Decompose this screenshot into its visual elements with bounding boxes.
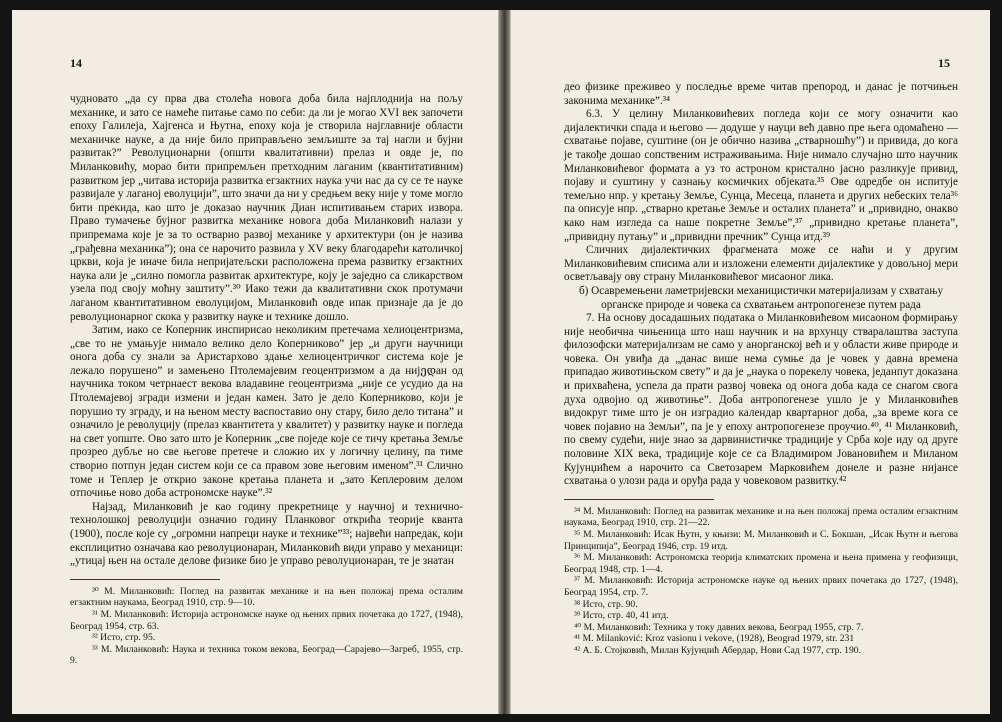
footnote: ⁴¹ M. Milanković: Kroz vasionu i vekove, (1928), Beograd 1979, str. 231: [574, 633, 855, 645]
footnote: ³⁹ Исто, стр. 40, 41 итд.: [574, 610, 669, 622]
paragraph: Затим, иако се Коперник инспирисао неколиким претечама хелиоцентризма, „све то не умањује нимало велико дело Коперниково” јер „и други научници онога доба су знали за Аристархово здање хелиоцентричког система које је лежало порушено” и замењено Птолемајевим геоцентризмом а да нијედан од научника током четрнаест векова владавине геоцентризма „није се усудио да на Птолемајевој згради измени и један камен. Зато је дело Коперниково, који је порушио ту зграду, и на њеном месту васпоставио ону стару, било дело титана” и означило је револуцију (прелаз квантитета у квалитет) у развитку науке и погледа на свет уопште. Ово зато што је Коперник „све поједе које се тичу кретања Земље прозрео дубље но све његове претече и сложио их у логичну целину, па тиме створио потпун један систем који се са правом зове његовим именом”.³¹ Слично томе и Теплер је открио законе кретања планета и „зато Кеплеровим делом отпочиње ново доба астрономске науке”.³²: [70, 324, 463, 500]
footnote: ⁴⁰ М. Миланковић: Техника у току давних векова, Београд 1955, стр. 7.: [574, 621, 864, 633]
right-page: [510, 10, 990, 714]
paragraph: 7. На основу досадашњих података о Миланковићевом мисаоном формирању није необична чињеница што наш научник и на врхунцу стваралаштва заступа филозофски материјализам не само у анорганској већ и у области живе природе и човека. Он увиђа да „данас више нема сумње да је човек у давна времена припадао животињском свету” и да је „наука о порекелу човека, једанпут доказана и прихваћена, успела да прати развој човека од онога доба када се снагом свога духа одвојио од животиње”. Доба антропогенезе ушло је у Миланковићев видокруг тиме што је он изградио календар квартарног доба, „за време кога се човек појавио на Земљи”, па је у епоху антропогенезе проучио.⁴⁰, ⁴¹ Миланковић, по свему судећи, није знао за дарвинистичке традиције у Срба које иду од друге половине XIX века, традиције које се са Владимиром Јовановићем и Миланом Кујунџићем а нарочито са Светозарем Марковићем донеле и разне нијансе схватања о улози рада и оруђа рада у човековом развитку.⁴²: [564, 312, 958, 488]
page-number: 15: [938, 56, 950, 70]
footnote: ³⁸ Исто, стр. 90.: [574, 598, 638, 610]
footnote: ³² Исто, стр. 95.: [92, 632, 156, 644]
book-gutter: [499, 10, 510, 714]
footnote: ³⁷ М. Миланковић: Историја астрономске науке од њених првих почетака до 1727, (1948), Београд 1954, стр. 7.: [564, 575, 958, 598]
left-page: [12, 10, 499, 714]
footnote: ³⁵ М. Миланковић: Исак Њутн, у књизи: М. Миланковић и С. Бокшан, „Исак Њутн и његова Принципија”, Београд 1946, стр. 19 итд.: [564, 529, 958, 552]
section-heading: б) Осавремењени ламетријевски механицистички материјализам у схватању органске природе и човека са схватањем антропогенезе путем рада: [578, 284, 944, 311]
left-page-body: [70, 93, 463, 667]
footnote: ³⁶ М. Миланковић: Астрономска теорија климатских промена и њена примена у геофизици, Београд 1948, стр. 1—4.: [564, 552, 958, 575]
paragraph: 6.3. У целину Миланковићевих погледа који се могу означити као дијалектички спада и његово — додуше у науци већ давно пре њега одомаћено — схватање појаве, суштине (он је обично назива „стварношћу”) и привида, до кога је такође дошао сопственим истраживањима. Није нимало случајно што научник Миланковићевог формата а уз то астроном кристално јасно разликује привид, појаву и суштину у сазнању космичких објеката.³⁵ Ове одредбе он испитује темељно нпр. у кретању Земље, Сунца, Месеца, планета и других небеских тела³⁶ па описује нпр. „стварно кретање Земље и осталих планета” и „привидно, онакво како нам изгледа са наше покретне Земље”,³⁷ „привидно кретање планета”, „привидну путању” и „привидни пречник” Сунца итд.³⁹: [564, 108, 958, 243]
footnote-divider: [564, 499, 714, 500]
footnote: ³⁴ М. Миланковић: Поглед на развитак механике и на њен положај према осталим егзактним наукама, Београд 1910, стр. 21—22.: [564, 505, 958, 529]
footnote: ³⁰ М. Миланковић: Поглед на развитак механике и на њен положај према осталим егзактним наукама, Београд 1910, стр. 9—10.: [70, 585, 463, 609]
footnotes: [70, 586, 463, 667]
paragraph: Најзад, Миланковић је као годину прекретнице у научној и технично-технолошкој револуцији означио годину Планковог открића теорије кванта (1900), после које су „огромни напреци науке и технике”³³; највећи напредак, који експлицитно означава као револуционаран, Миланковић види управо у механици: „утицај њен на остале делове физике био је управо револуционаран, те је знатан: [70, 500, 463, 568]
paragraph: Сличних дијалектичких фрагмената може се наћи и у другим Миланковићевим списима али и изложени елементи дијалектике у довољној мери осветљавају ову страну Миланковићевог мисаоног лика.: [564, 244, 958, 284]
footnotes: [564, 506, 958, 657]
paragraph: чудновато „да су прва два столећа новога доба била најплоднија на пољу механике, и зато се намеће питање само по себи: да ли је могао XVI век започети епоху Галилеја, Хајгенса и Њутна, епоху која је створила најглавније области механичке науке, а да није било приправљено земљиште за тај нагли и бујни развитак?” Револуционарни (општи квалитативни) прелаз и овде је, по Миланковићу, морао бити припремљен претходним лаганим (квантитативним) развитком јер „читава историја развитка егзактних наука учи нас да су се те науке развијале у лаганој еволуцији”, што значи да ни у средњем веку није у томе могло бити прекида, као што је доказао научник Диан испитивањем старих извора. Право тумачење бујног развитка механике новога доба Миланковић налази у припремама које је за то остварио развој механике у архитектури (он је назива „грађевна механика”); она се нарочито развила у XV веку благодарећи католичкој цркви, која је иначе била непријатељски расположена према развитку егзактних наука али је „силно помогла развитак архитектуре, коју је заједно са сликарством узела под своју моћну заштиту”.³⁰ Иако тежи да квалитативни скок протумачи лаганом квантитативном еволуцијом, Миланковић овде ипак признаје да је до револуционарног скока у развитку науке и технике дошло.: [70, 93, 463, 323]
paragraph: део физике преживео у последње време читав препород, и данас је потчињен законима механике”.³⁴: [564, 81, 958, 107]
page-number: 14: [70, 56, 82, 70]
footnote: ³¹ М. Миланковић: Историја астрономске науке од њених првих почетака до 1727, (1948), Београд 1954, стр. 63.: [70, 608, 463, 632]
footnote: ³³ М. Миланковић: Наука и техника током векова, Београд—Сарајево—Загреб, 1955, стр. 9.: [70, 643, 463, 667]
right-page-body: [564, 81, 958, 657]
footnote: ⁴² А. Б. Стојковић, Милан Кујунџић Абердар, Нови Сад 1977, стр. 190.: [574, 644, 861, 656]
footnote-divider: [70, 579, 220, 580]
